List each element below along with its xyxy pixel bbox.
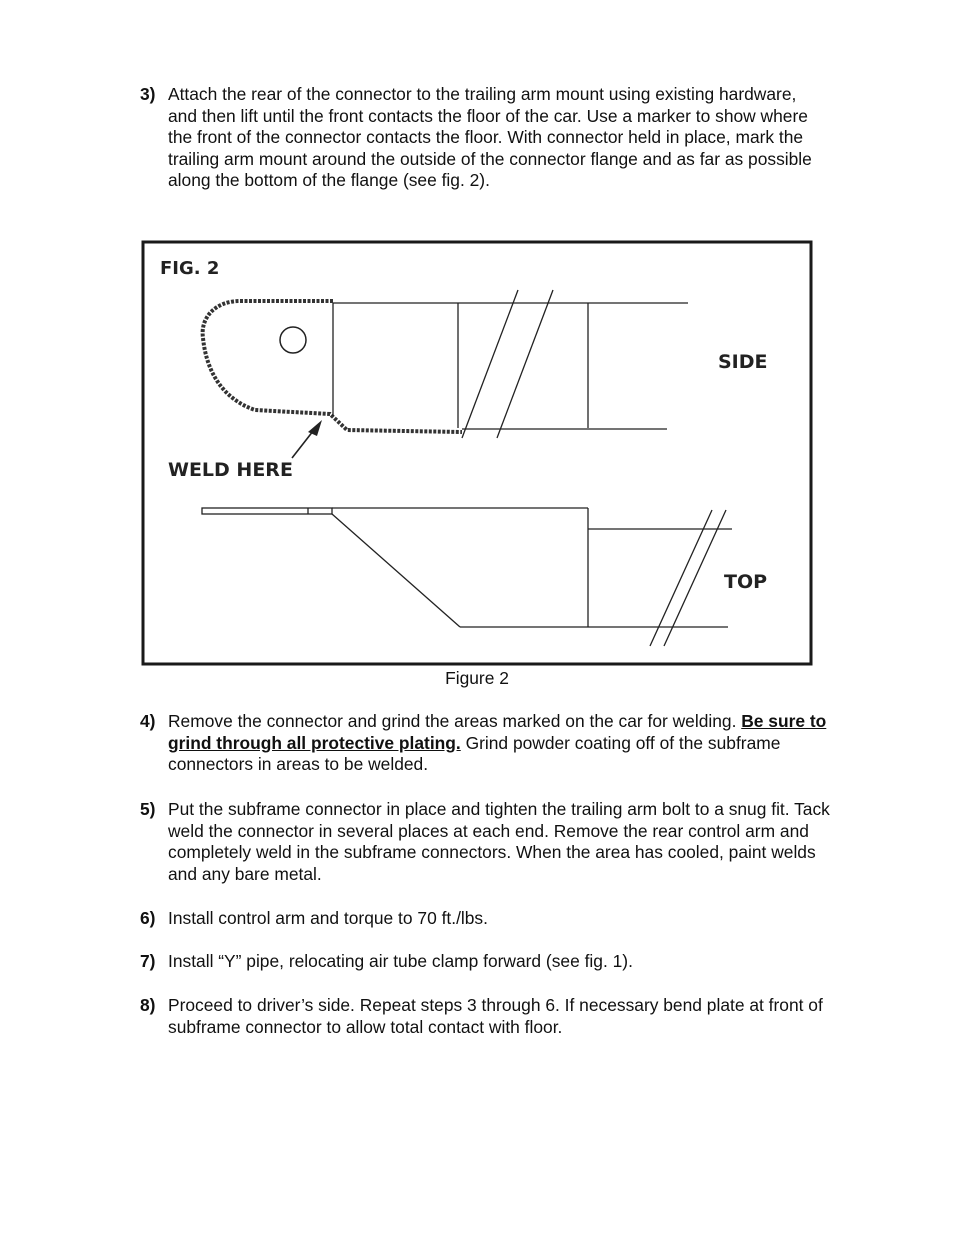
side-view <box>203 290 688 438</box>
step-text: Install “Y” pipe, relocating air tube clamp forward (see fig. 1). <box>168 951 633 971</box>
top-view <box>202 508 732 646</box>
step-text: Attach the rear of the connector to the trailing arm mount using existing hardware, and then lift until the front contacts the floor of the car. Use a marker to show where the front of the connector contacts the floor. With connector held in place, mark the trailing arm mount around the outside of the connector flange and as far as possible along the bottom of the flange (see fig. 2). <box>168 84 812 191</box>
step-text <box>168 711 830 776</box>
step-text-before: Remove the connector and grind the areas marked on the car for welding. <box>168 711 742 731</box>
top-label: TOP <box>724 571 768 593</box>
figure-2-drawing <box>140 238 814 668</box>
step-4 <box>140 711 830 776</box>
weld-label: WELD HERE <box>168 459 293 481</box>
side-label: SIDE <box>718 351 768 373</box>
step-number: 7) <box>140 951 156 971</box>
step-text-after: Grind powder coating off of the subframe connectors in areas to be welded. <box>168 732 781 775</box>
step-text: Put the subframe connector in place and tighten the trailing arm bolt to a snug fit. Tack weld the connector in several places at each end. Remove the rear control arm and completely weld in the subframe connectors. When the area has cooled, paint welds and any bare metal. <box>168 799 830 884</box>
step-8 <box>140 995 830 1038</box>
step-3 <box>140 84 830 192</box>
weld-bead <box>203 301 462 432</box>
step-6 <box>140 908 830 930</box>
figure-frame <box>143 242 811 664</box>
step-number: 8) <box>140 995 156 1015</box>
step-number: 4) <box>140 711 156 731</box>
step-emphasis: Be sure to grind through all protective plating. <box>168 711 827 753</box>
figure-2 <box>140 238 814 668</box>
figure-label: FIG. 2 <box>160 258 220 279</box>
step-5 <box>140 799 830 885</box>
step-text: Install control arm and torque to 70 ft./lbs. <box>168 908 488 928</box>
step-number: 5) <box>140 799 156 819</box>
step-number: 3) <box>140 84 156 104</box>
figure-caption: Figure 2 <box>445 668 509 688</box>
bolt-hole <box>280 327 306 353</box>
step-text: Proceed to driver’s side. Repeat steps 3 through 6. If necessary bend plate at front of subframe connector to allow total contact with floor. <box>168 995 823 1037</box>
step-number: 6) <box>140 908 156 928</box>
step-7 <box>140 951 830 973</box>
